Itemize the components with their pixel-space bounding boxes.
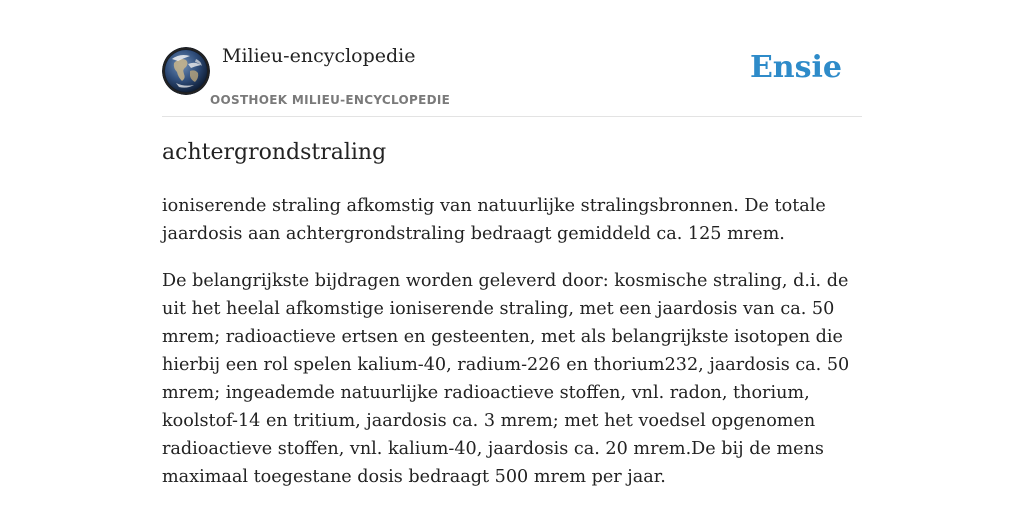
page bbox=[162, 0, 862, 512]
article-title: achtergrondstraling bbox=[162, 140, 387, 165]
site-name[interactable]: Milieu-encyclopedie bbox=[222, 45, 416, 67]
article-paragraph: De belangrijkste bijdragen worden geleverd door: kosmische straling, d.i. de uit het heelal afkomstige ioniserende straling, met een jaardosis van ca. 50 mrem; radioactieve ertsen en gesteenten, met als belangrijkste isotopen die hierbij een rol spelen kalium-40, radium-226 en thorium232, jaardosis ca. 50 mrem; ingeademde natuurlijke radioactieve stoffen, vnl. radon, thorium, koolstof-14 en tritium, jaardosis ca. 3 mrem; met het voedsel opgenomen radioactieve stoffen, vnl. kalium-40, jaardosis ca. 20 mrem.De bij de mens maximaal toegestane dosis bedraagt 500 mrem per jaar. bbox=[162, 271, 850, 487]
article-paragraph: ioniserende straling afkomstig van natuurlijke stralingsbronnen. De totale jaardosis aan achtergrondstraling bedraagt gemiddeld ca. 125 mrem. bbox=[162, 196, 826, 244]
header bbox=[162, 0, 862, 117]
site-subtitle[interactable]: OOSTHOEK MILIEU-ENCYCLOPEDIE bbox=[210, 93, 451, 107]
earth-globe-icon[interactable] bbox=[162, 47, 210, 95]
brand-logo[interactable]: Ensie bbox=[749, 50, 842, 85]
